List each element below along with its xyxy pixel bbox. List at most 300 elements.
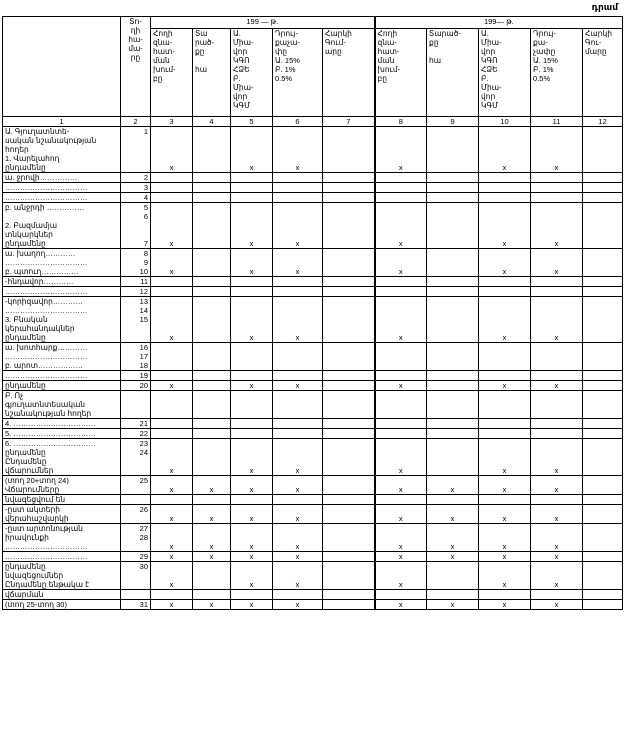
cell: [193, 183, 231, 193]
cell: [531, 391, 583, 419]
cell: [583, 600, 623, 610]
cell: x: [231, 439, 273, 476]
cell: [273, 371, 323, 381]
cell: x: [427, 476, 479, 495]
cell: [193, 249, 231, 277]
table-row: [3, 495, 623, 505]
col-number: 4: [193, 117, 231, 127]
cell: x: [231, 127, 273, 173]
cell: [193, 127, 231, 173]
table-row: [3, 600, 623, 610]
cell: [427, 297, 479, 343]
cell: [375, 391, 427, 419]
cell: x: [231, 600, 273, 610]
cell: x: [531, 381, 583, 391]
cell: x: [193, 600, 231, 610]
cell: [193, 562, 231, 590]
cell: x: [531, 600, 583, 610]
row-label: ……………………………: [3, 193, 121, 203]
col-number: 12: [583, 117, 623, 127]
cell: [583, 419, 623, 429]
cell: x: [479, 127, 531, 173]
cell: [375, 173, 427, 183]
cell: x: [427, 505, 479, 524]
land-tax-table: [2, 16, 623, 610]
cell: x: [479, 524, 531, 552]
row-label: Բ. Ոչ գյուղատնտեսական նշանակության հողեր: [3, 391, 121, 419]
cell: [323, 419, 375, 429]
row-number: 2: [121, 173, 151, 183]
table-row: [3, 552, 623, 562]
cell: [583, 297, 623, 343]
table-row: [3, 391, 623, 419]
cell: [193, 495, 231, 505]
cell: [193, 173, 231, 183]
cell: [231, 287, 273, 297]
table-row: [3, 277, 623, 287]
cell: x: [479, 505, 531, 524]
row-number: 25: [121, 476, 151, 495]
cell: [427, 381, 479, 391]
cell: x: [479, 249, 531, 277]
cell: x: [193, 505, 231, 524]
cell: [323, 552, 375, 562]
table-row: [3, 203, 623, 249]
cell: x: [479, 203, 531, 249]
row-number: 16 17 18: [121, 343, 151, 371]
cell: [479, 183, 531, 193]
cell: [531, 371, 583, 381]
cell: [479, 391, 531, 419]
cell: [323, 193, 375, 203]
cell: [231, 183, 273, 193]
cell: x: [273, 203, 323, 249]
cell: x: [479, 600, 531, 610]
cell: [193, 371, 231, 381]
col-number: 1: [3, 117, 121, 127]
table-row: [3, 476, 623, 495]
cell: [273, 429, 323, 439]
cell: [323, 287, 375, 297]
cell: x: [375, 505, 427, 524]
table-row: [3, 287, 623, 297]
cell: x: [375, 476, 427, 495]
cell: [151, 371, 193, 381]
cell: [427, 277, 479, 287]
row-label: ……………………………: [3, 371, 121, 381]
cell: x: [151, 505, 193, 524]
cell: x: [531, 203, 583, 249]
cell: x: [151, 562, 193, 590]
cell: [151, 391, 193, 419]
col-header: Տարած- քը հա: [427, 29, 479, 117]
cell: x: [479, 381, 531, 391]
row-number: 20: [121, 381, 151, 391]
cell: [323, 173, 375, 183]
cell: [273, 391, 323, 419]
row-number: 8 9 10: [121, 249, 151, 277]
cell: x: [273, 297, 323, 343]
cell: [427, 173, 479, 183]
cell: [427, 419, 479, 429]
cell: [193, 287, 231, 297]
cell: [583, 429, 623, 439]
col-number: 6: [273, 117, 323, 127]
cell: [583, 277, 623, 287]
cell: [375, 495, 427, 505]
cell: [193, 297, 231, 343]
row-label: բ. անջրդի …………… 2. Բազմամյա տնկարկներ ընդամենը: [3, 203, 121, 249]
cell: x: [231, 524, 273, 552]
cell: [583, 391, 623, 419]
cell: x: [231, 249, 273, 277]
cell: x: [531, 127, 583, 173]
cell: x: [231, 552, 273, 562]
cell: [193, 381, 231, 391]
cell: [427, 439, 479, 476]
cell: [323, 249, 375, 277]
cell: x: [479, 439, 531, 476]
row-label: -ըստ ակտերի վերահաշվարկի: [3, 505, 121, 524]
cell: x: [375, 524, 427, 552]
cell: [531, 183, 583, 193]
cell: x: [151, 476, 193, 495]
cell: [375, 287, 427, 297]
cell: x: [231, 381, 273, 391]
cell: [427, 249, 479, 277]
row-label: ընդամենը նվազեցումներ Ընդամենը ենթակա է: [3, 562, 121, 590]
table-row: [3, 183, 623, 193]
cell: [323, 277, 375, 287]
cell: [479, 371, 531, 381]
cell: [323, 524, 375, 552]
col-header: Ա. Միա- վոր ԿԳՈ ՀՁԵ Բ. Միա- վոր ԿԳՄ: [479, 29, 531, 117]
cell: [273, 495, 323, 505]
cell: x: [151, 439, 193, 476]
col-header: Հարկի Գում- արը: [323, 29, 375, 117]
cell: x: [273, 600, 323, 610]
cell: x: [273, 439, 323, 476]
cell: [273, 193, 323, 203]
cell: [151, 277, 193, 287]
cell: x: [531, 552, 583, 562]
row-number-header: Տո- ղի հա- մա- րը: [121, 17, 151, 117]
table-row: [3, 505, 623, 524]
table-row: [3, 371, 623, 381]
cell: [427, 127, 479, 173]
table-row: [3, 249, 623, 277]
cell: x: [273, 476, 323, 495]
cell: x: [193, 476, 231, 495]
table-row: [3, 343, 623, 371]
col-header: Դրույ- քա- չափը Ա. 15% Բ. 1% 0.5%: [531, 29, 583, 117]
cell: [323, 505, 375, 524]
row-label: ա. խաղող………… …………………………… բ. պտուղ……………: [3, 249, 121, 277]
table-row: [3, 429, 623, 439]
row-label: -կորիզավոր………… …………………………… 3. Բնական կերահանդակներ ընդամենը: [3, 297, 121, 343]
cell: x: [151, 203, 193, 249]
row-number: 4: [121, 193, 151, 203]
cell: [583, 127, 623, 173]
table-row: [3, 419, 623, 429]
row-number: 31: [121, 600, 151, 610]
cell: x: [273, 562, 323, 590]
cell: [479, 590, 531, 600]
cell: x: [531, 249, 583, 277]
col-number: 3: [151, 117, 193, 127]
cell: x: [273, 552, 323, 562]
cell: x: [151, 127, 193, 173]
table-row: [3, 173, 623, 183]
row-label: 4. ……………………………: [3, 419, 121, 429]
cell: [151, 343, 193, 371]
cell: x: [231, 203, 273, 249]
row-label: ……………………………: [3, 287, 121, 297]
cell: [323, 183, 375, 193]
table-row: [3, 297, 623, 343]
cell: x: [231, 562, 273, 590]
cell: x: [231, 297, 273, 343]
cell: [375, 371, 427, 381]
cell: [583, 287, 623, 297]
row-label: ա. ջրովի……………: [3, 173, 121, 183]
row-label: նվազեցվում են: [3, 495, 121, 505]
row-number: 21: [121, 419, 151, 429]
cell: [151, 495, 193, 505]
cell: [479, 343, 531, 371]
cell: [193, 343, 231, 371]
cell: [323, 381, 375, 391]
row-number: 11: [121, 277, 151, 287]
row-label: 5. ……………………………: [3, 429, 121, 439]
cell: [231, 419, 273, 429]
row-number: 22: [121, 429, 151, 439]
cell: [427, 590, 479, 600]
cell: [231, 429, 273, 439]
cell: [231, 277, 273, 287]
cell: x: [375, 249, 427, 277]
cell: [583, 439, 623, 476]
cell: [531, 193, 583, 203]
cell: [151, 419, 193, 429]
cell: [273, 343, 323, 371]
cell: [427, 371, 479, 381]
cell: x: [375, 562, 427, 590]
row-number: 3: [121, 183, 151, 193]
col-header: Տա րած- քը հա: [193, 29, 231, 117]
cell: [193, 203, 231, 249]
col-number: 7: [323, 117, 375, 127]
cell: [583, 562, 623, 590]
cell: x: [273, 505, 323, 524]
cell: [479, 429, 531, 439]
cell: [273, 419, 323, 429]
cell: [375, 277, 427, 287]
cell: [375, 343, 427, 371]
row-number: 12: [121, 287, 151, 297]
cell: [531, 419, 583, 429]
cell: [193, 193, 231, 203]
row-label: (տող 25-տող 30): [3, 600, 121, 610]
cell: [323, 391, 375, 419]
cell: [323, 590, 375, 600]
cell: x: [531, 297, 583, 343]
row-label: ա. խոտհարք………… …………………………… բ. արոտ………………: [3, 343, 121, 371]
col-number: 10: [479, 117, 531, 127]
cell: [231, 343, 273, 371]
cell: x: [193, 552, 231, 562]
table-row: [3, 381, 623, 391]
cell: [583, 590, 623, 600]
col-header: Դրույ- քաչա- փը Ա. 15% Բ. 1% 0.5%: [273, 29, 323, 117]
cell: x: [151, 297, 193, 343]
cell: [531, 277, 583, 287]
cell: [427, 343, 479, 371]
cell: x: [531, 476, 583, 495]
cell: x: [151, 381, 193, 391]
cell: [323, 297, 375, 343]
cell: [231, 193, 273, 203]
cell: [323, 203, 375, 249]
col-header: Հողի զնա- հատ- ման խում- բը: [151, 29, 193, 117]
cell: [531, 429, 583, 439]
cell: [323, 600, 375, 610]
table-row: [3, 524, 623, 552]
row-label: վճարման: [3, 590, 121, 600]
cell: [531, 495, 583, 505]
row-number: 30: [121, 562, 151, 590]
row-label: ……………………………: [3, 552, 121, 562]
cell: x: [273, 381, 323, 391]
cell: [231, 590, 273, 600]
cell: x: [375, 297, 427, 343]
year2-header: 199— թ.: [375, 17, 623, 29]
cell: x: [273, 127, 323, 173]
cell: [427, 391, 479, 419]
cell: [583, 476, 623, 495]
cell: x: [531, 439, 583, 476]
cell: [583, 524, 623, 552]
cell: x: [375, 127, 427, 173]
cell: x: [151, 600, 193, 610]
row-label: -հնդավոր…………: [3, 277, 121, 287]
cell: [531, 287, 583, 297]
cell: x: [375, 203, 427, 249]
row-label: Ա. Գյուղատնտե- սական նշանակության հողեր 1. Վարելահող ընդամենը: [3, 127, 121, 173]
cell: [427, 495, 479, 505]
cell: x: [531, 562, 583, 590]
row-number: 27 28: [121, 524, 151, 552]
cell: [375, 429, 427, 439]
cell: [193, 590, 231, 600]
cell: [151, 429, 193, 439]
cell: [583, 371, 623, 381]
row-number: 5 6 7: [121, 203, 151, 249]
col-number: 9: [427, 117, 479, 127]
cell: [479, 287, 531, 297]
cell: [193, 429, 231, 439]
cell: [273, 173, 323, 183]
cell: [273, 277, 323, 287]
row-number: 19: [121, 371, 151, 381]
row-number: 23 24: [121, 439, 151, 476]
cell: x: [231, 476, 273, 495]
col-number: 11: [531, 117, 583, 127]
row-number: [121, 495, 151, 505]
cell: x: [151, 249, 193, 277]
cell: [151, 287, 193, 297]
cell: [273, 287, 323, 297]
table-row: [3, 439, 623, 476]
row-label: ընդամենը: [3, 381, 121, 391]
cell: [323, 562, 375, 590]
year1-header: 199 — թ.: [151, 17, 375, 29]
cell: [531, 173, 583, 183]
row-number: 13 14 15: [121, 297, 151, 343]
cell: [479, 173, 531, 183]
cell: [531, 343, 583, 371]
col-number: 5: [231, 117, 273, 127]
cell: [583, 249, 623, 277]
row-number: 26: [121, 505, 151, 524]
cell: x: [231, 505, 273, 524]
cell: x: [531, 505, 583, 524]
cell: [193, 391, 231, 419]
row-label: 6. …………………………… ընդամենը Ընդամենը վճարումներ: [3, 439, 121, 476]
cell: [427, 562, 479, 590]
cell: [583, 495, 623, 505]
table-row: [3, 590, 623, 600]
cell: [375, 419, 427, 429]
cell: [479, 277, 531, 287]
cell: x: [427, 600, 479, 610]
cell: [193, 439, 231, 476]
col-header: Ա. Միա- վոր ԿԳՈ ՀՁԵ Բ. Միա- վոր ԿԳՄ: [231, 29, 273, 117]
row-label: -ըստ արտոնության իրավունքի ……………………………: [3, 524, 121, 552]
cell: [583, 343, 623, 371]
cell: x: [375, 439, 427, 476]
cell: [375, 193, 427, 203]
cell: x: [479, 562, 531, 590]
table-row: [3, 562, 623, 590]
cell: [323, 127, 375, 173]
cell: [583, 193, 623, 203]
cell: [531, 590, 583, 600]
cell: [427, 183, 479, 193]
row-number: 29: [121, 552, 151, 562]
cell: [231, 495, 273, 505]
page-label: դրամ: [591, 2, 618, 12]
cell: [583, 552, 623, 562]
row-number: [121, 590, 151, 600]
cell: [427, 429, 479, 439]
cell: x: [375, 381, 427, 391]
cell: x: [531, 524, 583, 552]
cell: [375, 183, 427, 193]
col-header: Հողի զնա- հատ- ման խում- բը: [375, 29, 427, 117]
cell: x: [375, 552, 427, 562]
cell: [583, 183, 623, 193]
cell: [151, 183, 193, 193]
cell: [323, 429, 375, 439]
cell: [323, 476, 375, 495]
label-header-cell: [3, 17, 121, 117]
cell: [583, 173, 623, 183]
table-row: [3, 193, 623, 203]
cell: x: [479, 297, 531, 343]
row-number: 1: [121, 127, 151, 173]
cell: [323, 495, 375, 505]
